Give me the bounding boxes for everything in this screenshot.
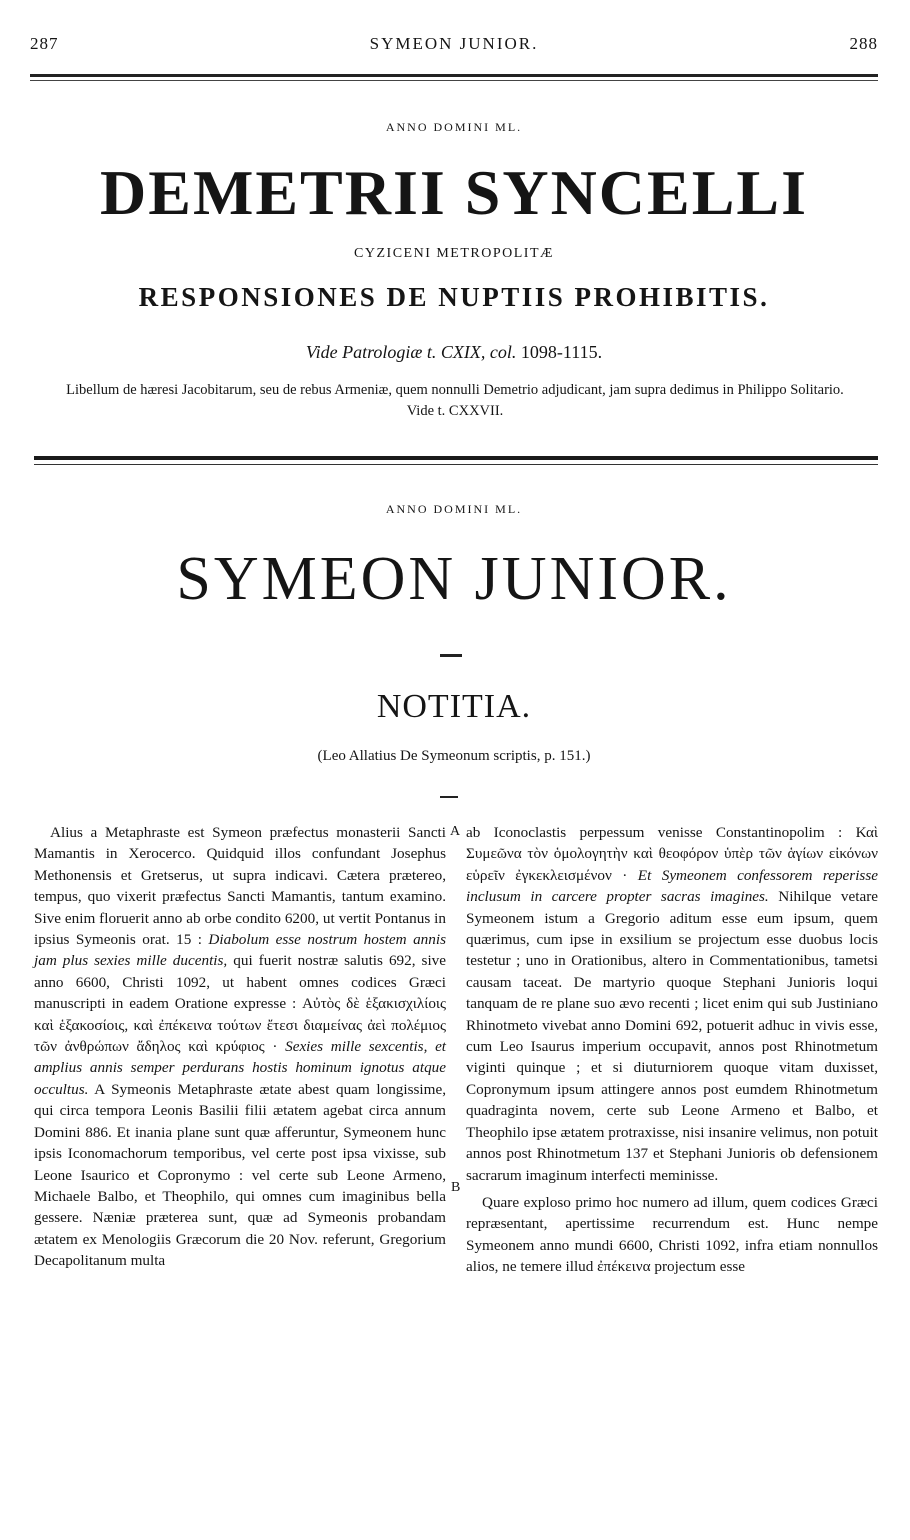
italic-segment: Et Symeonem confessorem reperisse inclusum in carcere propter sacras imagines.	[466, 866, 878, 906]
page-number-left: 287	[30, 34, 59, 53]
text-segment: Quare exploso primo hoc numero ad illum, quem codices Græci repræsentant, apertissime recurrendum est. Hunc nempe Symeonem anno mundi 6600, Christi 1092, infra etiam nonnullos alios, ne temere illud	[466, 1193, 878, 1276]
vide-columns: 1098-1115.	[520, 342, 603, 362]
work-title: RESPONSIONES DE NUPTIIS PROHIBITIS.	[138, 282, 770, 312]
right-paragraph-2	[466, 1192, 878, 1278]
header-rule-thin	[30, 80, 878, 81]
running-head	[30, 34, 878, 56]
right-column	[466, 822, 878, 1278]
vide-reference	[30, 342, 878, 363]
ornament-dash	[440, 654, 462, 657]
subtitle-cyziceni: CYZICENI METROPOLITÆ	[354, 246, 554, 261]
title-symeon: SYMEON JUNIOR.	[176, 545, 732, 613]
running-title: SYMEON JUNIOR.	[369, 34, 539, 53]
page-number-right: 288	[849, 34, 878, 53]
text-segment: projectum esse	[654, 1258, 746, 1276]
text-segment: A Symeonis Metaphraste ætate abest quam longissime, qui circa tempora Leonis Basilii filii ætatem agebat circa annum Domini 886. Et inania plane sunt quæ afferuntur, Symeonem hunc ipsis Iconomachorum temporibus, vel certe post ipsa vixisse, sub Leone Isaurico et Copronymo : vel certe sub Leone Armeno, Michaele Balbo, et Theophilo, qui omnes cum imaginibus bella gessere. Næniæ præterea sunt, quæ ad Symeonis probandam ætatem ex Menologiis Græcorum die 20 Nov. referunt, Gregorium Decapolitanum multa	[34, 1080, 446, 1270]
greek-segment: Αὐτὸς δὲ ἑξακισχιλίοις καὶ ἑξακοσίοις, καὶ ἐπέκεινα τούτων ἔτεσι διαμείνας ἀεὶ πολέμιος τῶν ἀνθρώπων ἄδηλος καὶ κρύφιος ·	[34, 995, 447, 1056]
section-divider-thin	[34, 464, 878, 465]
left-paragraph	[34, 822, 446, 1272]
ornament-dash-small	[440, 796, 458, 798]
text-segment: qui fuerit nostræ salutis 692, sive anno 6600, Christi 1092, ut habent omnes codices Græci manuscripti in eadem Oratione expresse :	[34, 952, 447, 1013]
greek-segment: Καὶ Συμεῶνα τὸν ὁμολογητὴν καὶ θεοφόρον ὑπὲρ τῶν ἁγίων εἰκόνων εὑρεῖν ἐγκεκλεισμένον ·	[466, 824, 879, 884]
margin-letter-a: A	[450, 824, 461, 839]
libellum-note: Libellum de hæresi Jacobitarum, seu de rebus Armeniæ, quem nonnulli Demetrio adjudicant, jam supra dedimus in Philippo Solitario. Vide t. CXXVII.	[66, 382, 844, 419]
section-divider	[34, 456, 878, 460]
greek-segment: ἐπέκεινα	[597, 1258, 651, 1276]
title-demetrii: DEMETRII SYNCELLI	[100, 157, 808, 228]
text-segment: ab Iconoclastis perpessum venisse Constantinopolim :	[466, 824, 843, 841]
italic-segment: Sexies mille sexcentis, et amplius annis semper perdurans hostis hominum ignotus atque occultus.	[34, 1038, 447, 1098]
left-column	[34, 822, 446, 1272]
italic-segment: Diabolum esse nostrum hostem annis jam plus sexies mille ducentis,	[34, 931, 446, 970]
anno-domini-1: ANNO DOMINI ML.	[385, 120, 523, 134]
source-citation: (Leo Allatius De Symeonum scriptis, p. 151.)	[317, 748, 591, 764]
text-segment: Nihilque vetare Symeonem istum a Gregorio aditum esse eum ipsum, quem quærimus, cum ipse in exsilium se projectum esse duobus locis testetur ; uno in Orationibus, altero in Commentationibus, tametsi causam taceat. De martyrio quoque Stephani Junioris loqui tanquam de re plane suo ævo recenti ; licet enim qui sub Justiniano Rhinotmeto vivebat anno Domini 692, potuerit adhuc in vivis esse, cum Leo Isaurus imperium occupavit, annos post Rhinotmetum viginti quinque ; et si diuturniorem quoque vitam duxisset, Copronymum ipsum attingere annos post eumdem Rhinotmetum quadraginta novem, certe sub Leone Armeno et Balbo, et Theophilo ipse ætatem protraxisse, nisi insanire velimus, non potuit annos post Rhinotmetum 137 et Stephani Junioris ob defensionem sacrarum imaginum interfecti meminisse.	[466, 888, 878, 1184]
text-segment: Alius a Metaphraste est Symeon præfectus monasterii Sancti Mamantis in Xerocerco. Quidquid illos confundant Josephus Methonensis et Gretserus, ut supra indicavi. Cætera prætereo, tempus, quo vixerit præfectus Sancti Mamantis, tantum examino. Sive enim floruerit anno ab orbe condito 6200, ut vertit Pontanus in ipsius Symeonis orat. 15 :	[34, 824, 446, 949]
anno-domini-2: ANNO DOMINI ML.	[385, 502, 523, 516]
vide-italic: Vide Patrologiæ t. CXIX, col.	[305, 342, 517, 362]
right-paragraph	[466, 822, 878, 1186]
notitia-heading: NOTITIA.	[376, 688, 532, 725]
margin-letter-b: B	[451, 1180, 461, 1195]
header-rule	[30, 74, 878, 77]
